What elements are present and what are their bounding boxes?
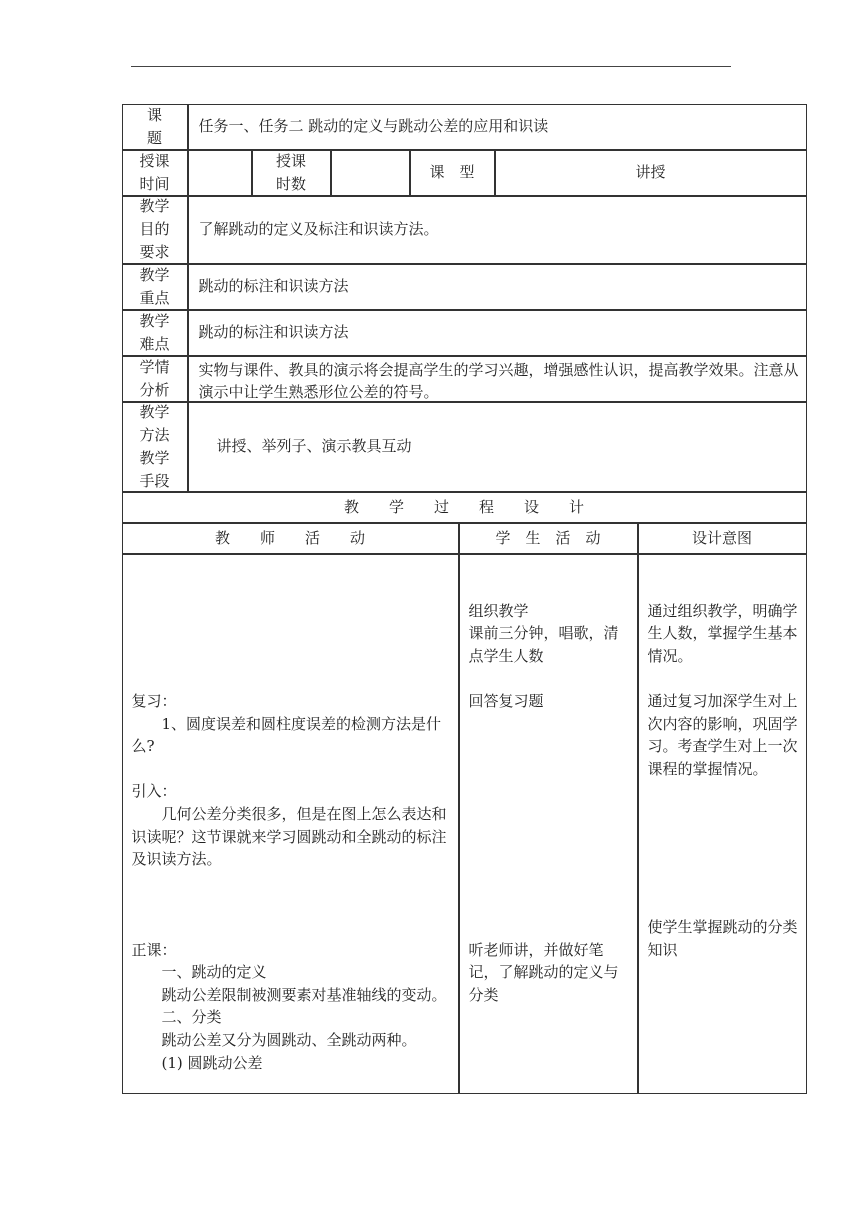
hours-label: 授课时数	[275, 151, 306, 193]
analysis-label: 学情分析	[139, 357, 170, 399]
process-title-cell	[122, 492, 807, 523]
time-label-cell	[122, 150, 188, 196]
topic-label-cell	[122, 104, 188, 150]
lesson-plan-table	[122, 104, 807, 1094]
topic-cell	[188, 104, 807, 150]
design-intent-text: 通过组织教学，明确学生人数，掌握学生基本情况。 通过复习加深学生对上次内容的影响，巩固学习。考查学生对上一次课程的掌握情况。 使学生掌握跳动的分类知识	[647, 601, 798, 959]
student-header-cell	[459, 523, 638, 554]
goal-cell	[188, 196, 807, 264]
process-title: 教 学 过 程 设 计	[343, 497, 584, 516]
focus-label: 教学重点	[139, 265, 170, 307]
focus-cell	[188, 264, 807, 310]
teacher-activity-text: 复习： 1、圆度误差和圆柱度误差的检测方法是什么? 引入： 几何公差分类很多，但是在图上怎么表达和识读呢？这节课就来学习圆跳动和全跳动的标注及识读方法。 正课： 一、跳动的定义 跳动公差限制被测要素对基准轴线的变动。 二、分类 跳动公差又分为圆跳动、全跳动两种。 (1) 圆跳动公差	[131, 692, 447, 1072]
goal-label-cell	[122, 196, 188, 264]
teacher-header-cell	[122, 523, 459, 554]
difficulty-text: 跳动的标注和识读方法	[198, 323, 349, 342]
method-text: 讲授、举列子、演示教具互动	[216, 437, 412, 456]
type-value: 讲授	[635, 163, 666, 182]
goal-label: 教学目的要求	[139, 197, 170, 261]
focus-text: 跳动的标注和识读方法	[198, 277, 349, 296]
type-label: 课 型	[429, 163, 475, 182]
goal-text: 了解跳动的定义及标注和识读方法。	[198, 220, 439, 239]
analysis-cell	[188, 356, 807, 402]
difficulty-cell	[188, 310, 807, 356]
analysis-text: 实物与课件、教具的演示将会提高学生的学习兴趣，增强感性认识，提高教学效果。注意从演示中让学生熟悉形位公差的符号。	[198, 360, 799, 402]
difficulty-label-cell	[122, 310, 188, 356]
teacher-header: 教 师 活 动	[214, 528, 365, 547]
intent-header: 设计意图	[691, 528, 752, 547]
header-rule	[131, 66, 731, 67]
hours-label-cell	[252, 150, 331, 196]
topic-text: 任务一、任务二 跳动的定义与跳动公差的应用和识读	[198, 117, 549, 136]
focus-label-cell	[122, 264, 188, 310]
analysis-label-cell	[122, 356, 188, 402]
design-intent-cell	[638, 554, 807, 1094]
time-value-cell	[188, 150, 252, 196]
student-activity-cell	[459, 554, 638, 1094]
difficulty-label: 教学难点	[139, 311, 170, 353]
intent-header-cell	[638, 523, 807, 554]
hours-value-cell	[331, 150, 410, 196]
topic-label: 课题	[146, 105, 162, 147]
method-label: 教学方法教学手段	[139, 402, 170, 490]
method-cell	[188, 402, 807, 492]
teacher-activity-cell	[122, 554, 459, 1094]
time-label: 授课时间	[139, 151, 170, 193]
method-label-cell	[122, 402, 188, 492]
type-label-cell	[410, 150, 495, 196]
student-header: 学 生 活 动	[495, 528, 601, 547]
student-activity-text: 组织教学 课前三分钟，唱歌，清点学生人数 回答复习题 听老师讲，并做好笔记，了解跳动的定义与分类	[468, 601, 619, 1004]
type-value-cell	[495, 150, 807, 196]
